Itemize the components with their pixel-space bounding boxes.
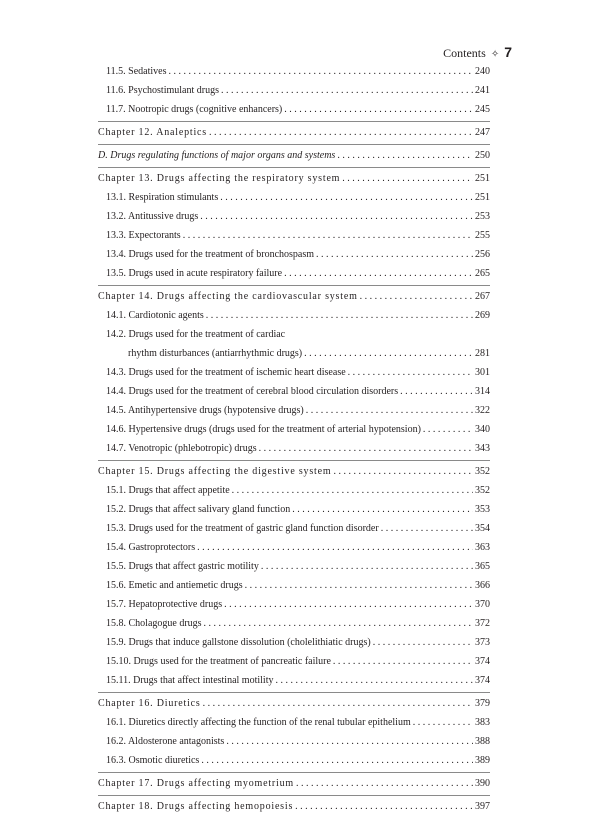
toc-entry-label: 15.9. Drugs that induce gallstone dissolution (cholelithiatic drugs): [106, 637, 371, 648]
toc-entry-label: 14.3. Drugs used for the treatment of ischemic heart disease: [106, 367, 346, 378]
dot-leader: [201, 751, 473, 770]
section-divider: [98, 144, 490, 145]
section-divider: [98, 692, 490, 693]
dot-leader: [220, 188, 473, 207]
toc-entry-label: 15.1. Drugs that affect appetite: [106, 485, 230, 496]
toc-page-number: 366: [475, 580, 490, 591]
toc-page-number: 256: [475, 249, 490, 260]
dot-leader: [209, 123, 473, 142]
toc-page-number: 250: [475, 150, 490, 161]
toc-entry[interactable]: [98, 633, 490, 652]
header-title: Contents: [443, 46, 486, 60]
toc-entry-label: 15.6. Emetic and antiemetic drugs: [106, 580, 243, 591]
toc-entry[interactable]: [98, 81, 490, 100]
toc-entry[interactable]: [98, 226, 490, 245]
toc-entry-label: 13.4. Drugs used for the treatment of bronchospasm: [106, 249, 315, 260]
toc-chapter-entry[interactable]: [98, 694, 490, 713]
toc-page-number: 365: [475, 561, 490, 572]
toc-page-number: 383: [475, 717, 490, 728]
toc-entry-label: 15.11. Drugs that affect intestinal motility: [106, 675, 274, 686]
toc-entry-label: 13.2. Antitussive drugs: [106, 211, 199, 222]
dot-leader: [423, 420, 473, 439]
toc-entry-label: 16.2. Aldosterone antagonists: [106, 736, 225, 747]
dot-leader: [221, 81, 473, 100]
section-divider: [98, 285, 490, 286]
toc-entry-label: Chapter 12. Analeptics: [98, 127, 207, 138]
toc-page-number: 340: [475, 424, 490, 435]
dot-leader: [348, 363, 473, 382]
header-page-number: 7: [504, 44, 512, 60]
toc-entry[interactable]: [98, 595, 490, 614]
toc-entry[interactable]: [98, 519, 490, 538]
toc-page-number: 251: [475, 173, 490, 184]
dot-leader: [183, 226, 473, 245]
toc-entry-label: 14.1. Cardiotonic agents: [106, 310, 204, 321]
dot-leader: [296, 774, 473, 793]
toc-entry-label: 14.4. Drugs used for the treatment of cerebral blood circulation disorders: [106, 386, 399, 397]
toc-chapter-entry[interactable]: [98, 123, 490, 142]
toc-chapter-entry[interactable]: [98, 169, 490, 188]
toc-entry[interactable]: [98, 576, 490, 595]
toc-page-number: 247: [475, 127, 490, 138]
toc-page-number: 265: [475, 268, 490, 279]
toc-entry-label: 15.2. Drugs that affect salivary gland function: [106, 504, 291, 515]
section-divider: [98, 772, 490, 773]
toc-entry[interactable]: [98, 344, 490, 363]
dot-leader: [413, 713, 473, 732]
toc-entry-label: 15.3. Drugs used for the treatment of gastric gland function disorder: [106, 523, 379, 534]
toc-entry-label: 13.1. Respiration stimulants: [106, 192, 219, 203]
dot-leader: [200, 207, 473, 226]
toc-entry[interactable]: [98, 614, 490, 633]
toc-page-number: 322: [475, 405, 490, 416]
dot-leader: [245, 576, 473, 595]
dot-leader: [333, 652, 473, 671]
toc-entry[interactable]: [98, 382, 490, 401]
dot-leader: [304, 344, 473, 363]
dot-leader: [206, 306, 473, 325]
toc-entry-label: 13.5. Drugs used in acute respiratory failure: [106, 268, 283, 279]
toc-chapter-entry[interactable]: [98, 462, 490, 481]
dot-leader: [261, 557, 473, 576]
toc-entry[interactable]: [98, 439, 490, 458]
toc-chapter-entry[interactable]: [98, 797, 490, 816]
section-divider: [98, 460, 490, 461]
toc-page-number: 363: [475, 542, 490, 553]
dot-leader: [203, 694, 473, 713]
toc-entry-label: D. Drugs regulating functions of major organs and systems: [98, 150, 336, 161]
toc-entry-label: rhythm disturbances (antiarrhythmic drugs): [128, 348, 303, 359]
toc-entry[interactable]: [98, 325, 490, 344]
toc-page-number: 255: [475, 230, 490, 241]
toc-page-number: 343: [475, 443, 490, 454]
dot-leader: [259, 439, 473, 458]
dot-leader: [316, 245, 473, 264]
dot-leader: [224, 595, 473, 614]
section-divider: [98, 121, 490, 122]
toc-entry-label: Chapter 13. Drugs affecting the respiratory system: [98, 173, 341, 184]
toc-page-number: 372: [475, 618, 490, 629]
toc-entry[interactable]: [98, 481, 490, 500]
dot-leader: [226, 732, 473, 751]
toc-page-number: 388: [475, 736, 490, 747]
toc-entry[interactable]: [98, 420, 490, 439]
toc-entry-label: 15.7. Hepatoprotective drugs: [106, 599, 223, 610]
toc-entry[interactable]: [98, 264, 490, 283]
toc-entry[interactable]: [98, 751, 490, 770]
toc-page-number: 267: [475, 291, 490, 302]
toc-entry[interactable]: [98, 62, 490, 81]
toc-entry-label: 15.4. Gastroprotectors: [106, 542, 196, 553]
toc-entry-label: 15.5. Drugs that affect gastric motility: [106, 561, 259, 572]
toc-entry[interactable]: [98, 671, 490, 690]
toc-entry-label: Chapter 15. Drugs affecting the digestive system: [98, 466, 332, 477]
toc-entry-label: 14.5. Antihypertensive drugs (hypotensive drugs): [106, 405, 304, 416]
dot-leader: [168, 62, 473, 81]
running-header: [443, 44, 512, 61]
toc-entry[interactable]: [98, 245, 490, 264]
dot-leader: [360, 287, 473, 306]
dot-leader: [284, 100, 473, 119]
toc-entry[interactable]: [98, 146, 490, 165]
toc-page-number: 301: [475, 367, 490, 378]
diamond-ornament-icon: ✧: [490, 49, 500, 60]
toc-entry-label: 14.6. Hypertensive drugs (drugs used for the treatment of arterial hypotension): [106, 424, 421, 435]
toc-entry[interactable]: [98, 306, 490, 325]
toc-entry-label: Chapter 16. Diuretics: [98, 698, 201, 709]
toc-entry[interactable]: [98, 713, 490, 732]
toc-entry-label: 14.2. Drugs used for the treatment of cardiac: [106, 329, 286, 340]
toc-page-number: 352: [475, 466, 490, 477]
toc-entry[interactable]: [98, 538, 490, 557]
toc-page-number: 352: [475, 485, 490, 496]
toc-entry-label: 11.5. Sedatives: [106, 66, 167, 77]
toc-page-number: 354: [475, 523, 490, 534]
toc-page-number: 389: [475, 755, 490, 766]
dot-leader: [342, 169, 473, 188]
toc-page-number: 373: [475, 637, 490, 648]
toc-entry-label: Chapter 14. Drugs affecting the cardiovascular system: [98, 291, 358, 302]
toc-page-number: 253: [475, 211, 490, 222]
dot-leader: [197, 538, 473, 557]
toc-page-number: 314: [475, 386, 490, 397]
dot-leader: [400, 382, 473, 401]
dot-leader: [333, 462, 473, 481]
table-of-contents: [98, 62, 490, 816]
toc-entry[interactable]: [98, 207, 490, 226]
toc-entry[interactable]: [98, 100, 490, 119]
dot-leader: [284, 264, 473, 283]
dot-leader: [306, 401, 473, 420]
toc-page-number: 374: [475, 675, 490, 686]
toc-entry[interactable]: [98, 557, 490, 576]
toc-page-number: 397: [475, 801, 490, 812]
toc-page-number: 251: [475, 192, 490, 203]
toc-entry-label: 16.3. Osmotic diuretics: [106, 755, 200, 766]
dot-leader: [232, 481, 473, 500]
toc-entry[interactable]: [98, 500, 490, 519]
toc-page-number: 353: [475, 504, 490, 515]
toc-entry-label: Chapter 17. Drugs affecting myometrium: [98, 778, 295, 789]
toc-page-number: 374: [475, 656, 490, 667]
toc-entry[interactable]: [98, 652, 490, 671]
toc-entry-label: 11.7. Nootropic drugs (cognitive enhancers): [106, 104, 283, 115]
toc-page-number: 390: [475, 778, 490, 789]
dot-leader: [295, 797, 473, 816]
toc-page-number: 281: [475, 348, 490, 359]
toc-page-number: 379: [475, 698, 490, 709]
toc-entry[interactable]: [98, 401, 490, 420]
dot-leader: [381, 519, 473, 538]
toc-entry-label: 11.6. Psychostimulant drugs: [106, 85, 219, 96]
toc-page-number: 245: [475, 104, 490, 115]
toc-entry-label: 15.10. Drugs used for the treatment of pancreatic failure: [106, 656, 331, 667]
section-divider: [98, 795, 490, 796]
dot-leader: [337, 146, 473, 165]
dot-leader: [275, 671, 473, 690]
toc-page-number: 240: [475, 66, 490, 77]
toc-chapter-entry[interactable]: [98, 774, 490, 793]
dot-leader: [292, 500, 473, 519]
toc-chapter-entry[interactable]: [98, 287, 490, 306]
toc-entry-label: Chapter 18. Drugs affecting hemopoiesis: [98, 801, 294, 812]
toc-entry-label: 15.8. Cholagogue drugs: [106, 618, 202, 629]
toc-page-number: 241: [475, 85, 490, 96]
toc-entry[interactable]: [98, 363, 490, 382]
toc-entry[interactable]: [98, 732, 490, 751]
toc-entry-label: 14.7. Venotropic (phlebotropic) drugs: [106, 443, 257, 454]
dot-leader: [204, 614, 473, 633]
toc-entry-label: 16.1. Diuretics directly affecting the function of the renal tubular epithelium: [106, 717, 411, 728]
toc-page-number: 370: [475, 599, 490, 610]
toc-entry-label: 13.3. Expectorants: [106, 230, 181, 241]
toc-page-number: 269: [475, 310, 490, 321]
dot-leader: [373, 633, 473, 652]
toc-entry[interactable]: [98, 188, 490, 207]
section-divider: [98, 167, 490, 168]
